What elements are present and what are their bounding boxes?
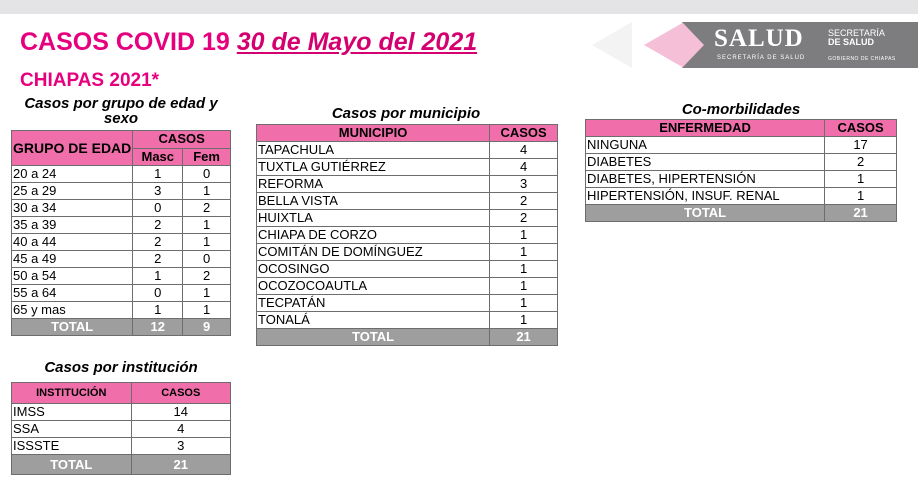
municipio-casos-cell: 4 [490, 142, 558, 159]
institucion-row [12, 438, 231, 455]
edad-fem-cell: 0 [183, 251, 231, 268]
top-band [0, 0, 918, 14]
municipio-casos-cell: 1 [490, 295, 558, 312]
municipio-casos-cell: 1 [490, 261, 558, 278]
edad-group-cell: 50 a 54 [12, 268, 133, 285]
municipio-name-cell: HUIXTLA [257, 210, 490, 227]
municipio-casos-cell: 1 [490, 227, 558, 244]
municipio-row [257, 312, 558, 329]
edad-row [12, 285, 231, 302]
comorbilidades-name-cell: HIPERTENSIÓN, INSUF. RENAL [586, 188, 825, 205]
municipio-name-cell: REFORMA [257, 176, 490, 193]
edad-title-line1: Casos por grupo de edad y [24, 95, 218, 112]
edad-fem-cell: 2 [183, 200, 231, 217]
comorbilidades-table-title: Co-morbilidades [681, 101, 801, 118]
municipio-table-title: Casos por municipio [331, 105, 481, 122]
edad-fem-cell: 2 [183, 268, 231, 285]
comorbilidades-total-label: TOTAL [586, 205, 825, 222]
edad-row [12, 234, 231, 251]
municipio-casos-cell: 1 [490, 244, 558, 261]
edad-row [12, 200, 231, 217]
municipio-header-casos: CASOS [490, 125, 558, 142]
edad-row [12, 166, 231, 183]
municipio-casos-cell: 1 [490, 312, 558, 329]
edad-group-cell: 20 a 24 [12, 166, 133, 183]
edad-masc-cell: 1 [133, 302, 183, 319]
municipio-name-cell: TAPACHULA [257, 142, 490, 159]
institucion-total-label: TOTAL [12, 455, 132, 475]
edad-group-cell: 45 a 49 [12, 251, 133, 268]
municipio-name-cell: TONALÁ [257, 312, 490, 329]
logo-chevron-pink [644, 22, 684, 68]
institucion-casos-cell: 14 [131, 404, 230, 421]
comorbilidades-casos-cell: 17 [825, 137, 897, 154]
municipio-name-cell: COMITÁN DE DOMÍNGUEZ [257, 244, 490, 261]
municipio-casos-cell: 1 [490, 278, 558, 295]
comorbilidades-casos-cell: 1 [825, 188, 897, 205]
logo-chevron-inner [682, 22, 704, 68]
municipio-table [256, 124, 558, 346]
municipio-row [257, 159, 558, 176]
comorbilidades-total-value: 21 [825, 205, 897, 222]
municipio-total-value: 21 [490, 329, 558, 346]
edad-masc-cell: 1 [133, 166, 183, 183]
municipio-name-cell: TUXTLA GUTIÉRREZ [257, 159, 490, 176]
institucion-casos-cell: 3 [131, 438, 230, 455]
edad-total-masc: 12 [133, 319, 183, 336]
municipio-row [257, 193, 558, 210]
comorbilidades-row [586, 137, 897, 154]
title-prefix: CASOS COVID 19 [20, 28, 230, 56]
comorbilidades-casos-cell: 1 [825, 171, 897, 188]
institucion-header-casos: CASOS [131, 383, 230, 404]
municipio-row [257, 295, 558, 312]
edad-masc-cell: 2 [133, 217, 183, 234]
municipio-casos-cell: 2 [490, 193, 558, 210]
edad-table-body [12, 166, 231, 319]
comorbilidades-row [586, 188, 897, 205]
municipio-name-cell: OCOSINGO [257, 261, 490, 278]
municipio-row [257, 261, 558, 278]
edad-fem-cell: 1 [183, 234, 231, 251]
edad-fem-cell: 1 [183, 302, 231, 319]
institucion-table [11, 382, 231, 475]
municipio-name-cell: BELLA VISTA [257, 193, 490, 210]
municipio-name-cell: TECPATÁN [257, 295, 490, 312]
municipio-casos-cell: 4 [490, 159, 558, 176]
edad-row [12, 302, 231, 319]
edad-group-cell: 25 a 29 [12, 183, 133, 200]
institucion-row [12, 404, 231, 421]
edad-row [12, 183, 231, 200]
edad-masc-cell: 0 [133, 200, 183, 217]
municipio-row [257, 244, 558, 261]
comorbilidades-name-cell: NINGUNA [586, 137, 825, 154]
edad-row [12, 217, 231, 234]
edad-group-cell: 65 y mas [12, 302, 133, 319]
edad-fem-cell: 1 [183, 183, 231, 200]
edad-fem-cell: 0 [183, 166, 231, 183]
salud-logo [592, 22, 918, 68]
municipio-name-cell: CHIAPA DE CORZO [257, 227, 490, 244]
municipio-table-body [257, 142, 558, 329]
edad-row [12, 251, 231, 268]
comorbilidades-table-body [586, 137, 897, 205]
logo-side-text [828, 29, 885, 47]
institucion-header-name: INSTITUCIÓN [12, 383, 132, 404]
edad-table-title [10, 96, 232, 126]
edad-group-cell: 40 a 44 [12, 234, 133, 251]
municipio-name-cell: OCOZOCOAUTLA [257, 278, 490, 295]
edad-table [11, 130, 231, 336]
edad-group-cell: 30 a 34 [12, 200, 133, 217]
municipio-casos-cell: 2 [490, 210, 558, 227]
logo-side-line2: DE SALUD [828, 37, 875, 47]
edad-masc-cell: 1 [133, 268, 183, 285]
edad-row [12, 268, 231, 285]
municipio-total-label: TOTAL [257, 329, 490, 346]
municipio-row [257, 278, 558, 295]
institucion-table-body [12, 404, 231, 455]
edad-fem-cell: 1 [183, 217, 231, 234]
logo-tagline: SECRETARÍA DE SALUD [717, 55, 806, 61]
page-title [20, 28, 477, 57]
institucion-row [12, 421, 231, 438]
logo-chevron-light [592, 22, 632, 68]
municipio-row [257, 210, 558, 227]
municipio-row [257, 176, 558, 193]
institucion-table-title: Casos por institución [44, 359, 198, 376]
edad-header-group: GRUPO DE EDAD [12, 131, 133, 166]
institucion-name-cell: ISSSTE [12, 438, 132, 455]
comorbilidades-total-row [586, 205, 897, 222]
comorbilidades-name-cell: DIABETES [586, 154, 825, 171]
edad-total-label: TOTAL [12, 319, 133, 336]
edad-masc-cell: 2 [133, 251, 183, 268]
comorbilidades-row [586, 154, 897, 171]
title-date: 30 de Mayo del 2021 [236, 28, 478, 56]
comorbilidades-header-casos: CASOS [825, 120, 897, 137]
logo-wordmark: SALUD [714, 25, 804, 52]
institucion-total-value: 21 [131, 455, 230, 475]
edad-header-casos: CASOS [133, 131, 231, 149]
edad-header-masc: Masc [133, 148, 183, 166]
comorbilidades-row [586, 171, 897, 188]
edad-header-fem: Fem [183, 148, 231, 166]
institucion-name-cell: SSA [12, 421, 132, 438]
edad-title-line2: sexo [103, 110, 139, 127]
comorbilidades-name-cell: DIABETES, HIPERTENSIÓN [586, 171, 825, 188]
municipio-casos-cell: 3 [490, 176, 558, 193]
edad-fem-cell: 1 [183, 285, 231, 302]
municipio-row [257, 227, 558, 244]
institucion-casos-cell: 4 [131, 421, 230, 438]
edad-masc-cell: 0 [133, 285, 183, 302]
page-subtitle: CHIAPAS 2021* [20, 70, 160, 91]
edad-total-fem: 9 [183, 319, 231, 336]
logo-side-line1: SECRETARÍA [828, 28, 885, 38]
edad-masc-cell: 3 [133, 183, 183, 200]
comorbilidades-header-name: ENFERMEDAD [586, 120, 825, 137]
edad-total-row [12, 319, 231, 336]
edad-group-cell: 35 a 39 [12, 217, 133, 234]
institucion-total-row [12, 455, 231, 475]
comorbilidades-table [585, 119, 897, 222]
edad-group-cell: 55 a 64 [12, 285, 133, 302]
edad-masc-cell: 2 [133, 234, 183, 251]
comorbilidades-casos-cell: 2 [825, 154, 897, 171]
institucion-name-cell: IMSS [12, 404, 132, 421]
municipio-total-row [257, 329, 558, 346]
municipio-header-name: MUNICIPIO [257, 125, 490, 142]
logo-side-line3: GOBIERNO DE CHIAPAS [828, 56, 896, 62]
municipio-row [257, 142, 558, 159]
